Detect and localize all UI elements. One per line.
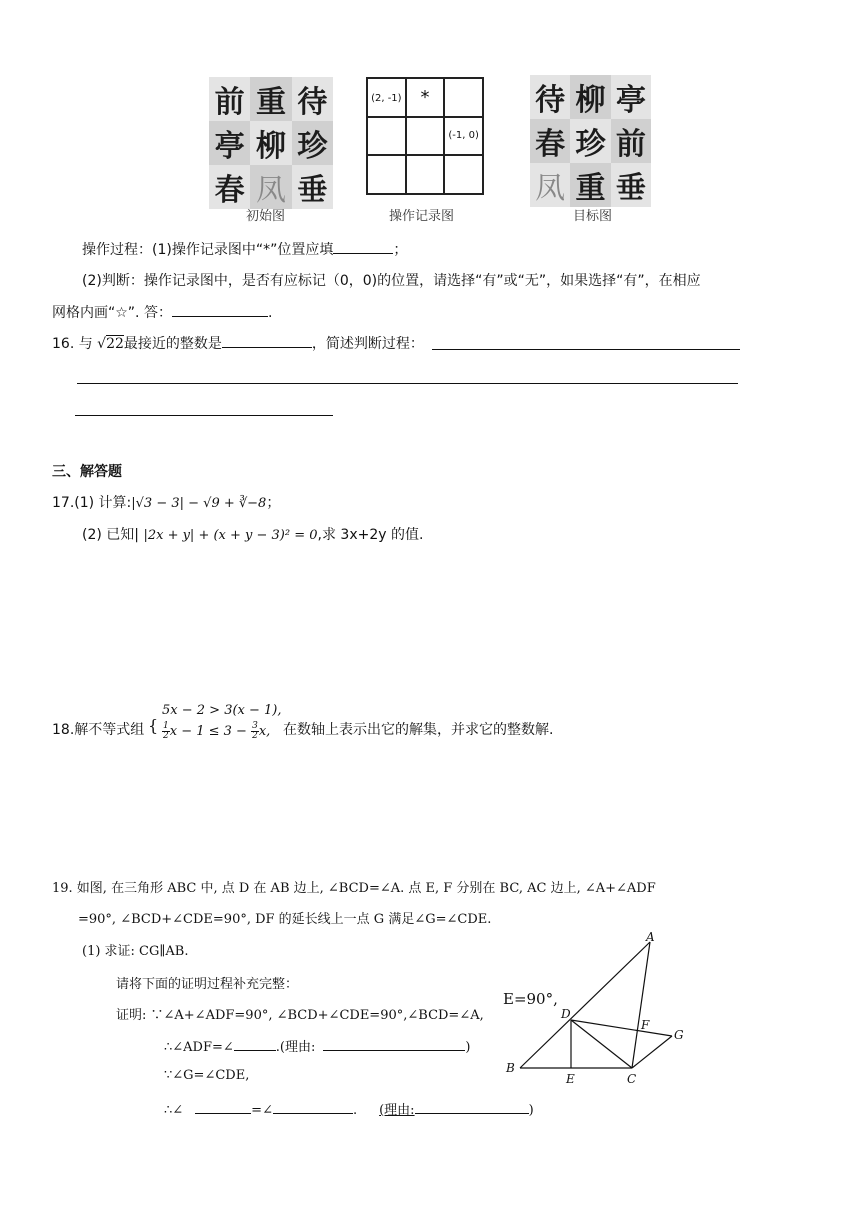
segment-dg	[571, 1020, 672, 1036]
q19-blank-angle[interactable]	[234, 1036, 276, 1051]
record-cell	[444, 78, 483, 117]
fraction: $\frac{1}{2}$	[163, 721, 169, 741]
initial-cell: 待	[292, 77, 333, 121]
q19-proof4: ∴∠ =∠ . (理由: )	[164, 1099, 534, 1118]
q19-proof3: ∵∠G=∠CDE,	[164, 1068, 250, 1083]
triangle-diagram	[500, 932, 700, 1092]
q18-prefix: 18.解不等式组	[52, 722, 145, 738]
section-title: 三、解答题	[52, 464, 122, 480]
q15-blank-2[interactable]	[172, 302, 268, 317]
record-figure	[366, 77, 484, 195]
label-f: F	[641, 1018, 650, 1032]
target-cell: 珍	[570, 119, 610, 163]
q17-part2: (2) 已知| |2x + y| + (x + y − 3)² = 0,求 3x+2y 的值.	[82, 527, 424, 543]
target-cell: 待	[530, 75, 570, 119]
q15-blank-1[interactable]	[333, 239, 393, 254]
q19-sub1: (1) 求证: CG∥AB.	[82, 944, 189, 959]
q19-line1: 19. 如图, 在三角形 ABC 中, 点 D 在 AB 边上, ∠BCD=∠A. 点 E, F 分别在 BC, AC 边上, ∠A+∠ADF	[52, 881, 656, 896]
initial-cell: 凤	[250, 165, 291, 209]
segment-ac	[632, 942, 650, 1068]
q19-blank-reason-1[interactable]	[323, 1036, 465, 1051]
q17-expression-1: |√3 − 3| − √9 + ∛−8	[131, 496, 267, 511]
initial-cell: 柳	[250, 121, 291, 165]
label-c: C	[627, 1072, 637, 1086]
q16-answer-line-3[interactable]	[75, 415, 333, 416]
initial-cell: 重	[250, 77, 291, 121]
initial-cell: 春	[209, 165, 250, 209]
initial-cell: 珍	[292, 121, 333, 165]
q17-expression-2: |2x + y| + (x + y − 3)² = 0	[143, 528, 318, 543]
q19-line2: =90°, ∠BCD+∠CDE=90°, DF 的延长线上一点 G 满足∠G=∠CDE.	[78, 912, 492, 927]
stray-annotation: E=90°,	[503, 990, 558, 1008]
target-cell: 柳	[570, 75, 610, 119]
q19-blank-reason-2[interactable]	[415, 1099, 529, 1114]
initial-figure	[209, 77, 333, 208]
q16-blank[interactable]	[222, 333, 312, 348]
target-cell: 春	[530, 119, 570, 163]
record-cell-star: *	[406, 78, 445, 117]
q18-inequality-1: 5x − 2 > 3(x − 1),	[162, 703, 282, 718]
record-cell: (2, -1)	[367, 78, 406, 117]
q18-suffix: 在数轴上表示出它的解集，并求它的整数解.	[283, 722, 554, 738]
record-cell	[367, 155, 406, 194]
q19-instruction: 请将下面的证明过程补充完整：	[116, 977, 299, 992]
q18-inequality-2: $\frac{1}{2}$ x − 1 ≤ 3 − $\frac{3}{2}$ x,	[163, 721, 271, 741]
target-figure	[530, 75, 651, 206]
record-cell	[444, 155, 483, 194]
q16-line: 16. 与 √22最接近的整数是 ，简述判断过程：	[52, 333, 424, 353]
record-caption: 操作记录图	[389, 209, 455, 224]
label-b: B	[506, 1061, 515, 1075]
q19-blank-angle-2[interactable]	[195, 1099, 251, 1114]
target-cell: 凤	[530, 163, 570, 207]
target-cell: 亭	[611, 75, 651, 119]
label-a: A	[646, 932, 655, 944]
q18-brace: {	[148, 716, 159, 735]
initial-caption: 初始图	[246, 209, 286, 224]
label-g: G	[674, 1028, 684, 1042]
q19-blank-angle-3[interactable]	[273, 1099, 353, 1114]
record-cell	[406, 117, 445, 156]
q16-answer-line-2[interactable]	[77, 383, 738, 384]
label-d: D	[561, 1007, 571, 1021]
sqrt-symbol: √22	[97, 336, 124, 352]
target-cell: 前	[611, 119, 651, 163]
target-cell: 垂	[611, 163, 651, 207]
q15-line3: 网格内画“☆”. 答： .	[52, 302, 272, 322]
q19-proof1: 证明: ∵∠A+∠ADF=90°, ∠BCD+∠CDE=90°,∠BCD=∠A,	[116, 1008, 484, 1023]
q15-line1: 操作过程：(1)操作记录图中“*”位置应填 ；	[82, 239, 407, 259]
initial-cell: 垂	[292, 165, 333, 209]
fraction: $\frac{3}{2}$	[252, 721, 258, 741]
initial-cell: 亭	[209, 121, 250, 165]
q17-part1: 17.(1) 计算:|√3 − 3| − √9 + ∛−8；	[52, 495, 281, 511]
q15-line2: (2)判断：操作记录图中，是否有应标记（0，0)的位置，请选择“有”或“无”，如果选择“有”，在相应	[82, 273, 701, 289]
segment-dc	[571, 1020, 632, 1068]
record-cell	[406, 155, 445, 194]
q19-proof2: ∴∠ADF=∠ .(理由: )	[164, 1036, 470, 1055]
target-cell: 重	[570, 163, 610, 207]
target-caption: 目标图	[573, 209, 613, 224]
record-cell: (-1, 0)	[444, 117, 483, 156]
initial-cell: 前	[209, 77, 250, 121]
q16-answer-line-1[interactable]	[432, 349, 740, 350]
segment-cg	[632, 1036, 672, 1068]
record-cell	[367, 117, 406, 156]
label-e: E	[566, 1072, 575, 1086]
